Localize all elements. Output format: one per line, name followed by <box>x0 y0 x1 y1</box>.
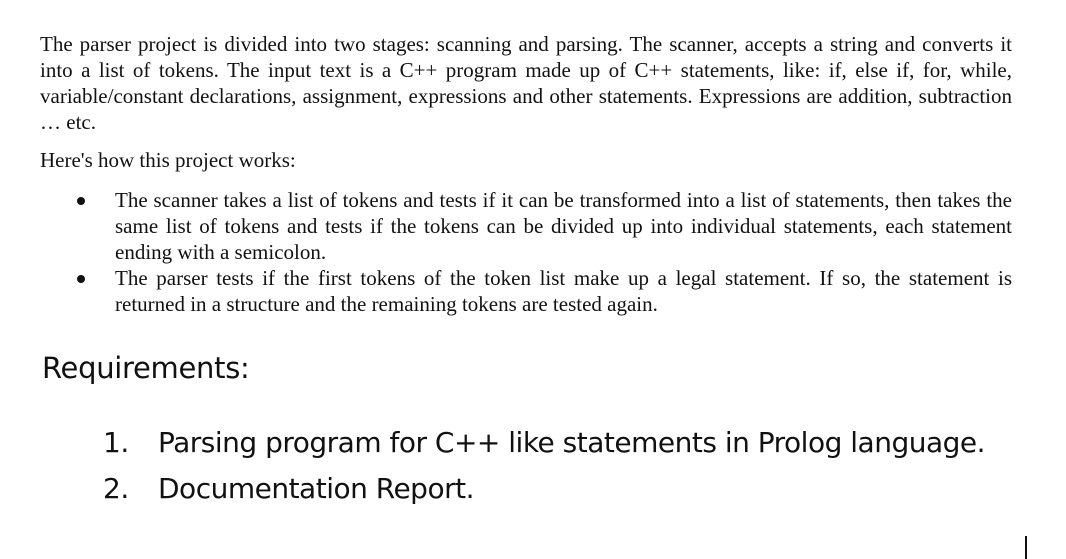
bullet-list <box>0 187 1066 317</box>
intro-paragraph: The parser project is divided into two stages: scanning and parsing. The scanner, accepts a string and converts it into a list of tokens. The input text is a C++ program made up of C++ statements, like: if, else if, for, while, variable/constant declarations, assignment, expressions and other statements. Expressions are addition, subtraction … etc. <box>40 32 1012 134</box>
requirements-heading: Requirements: <box>42 351 250 385</box>
bullet-item-parser <box>0 265 1066 317</box>
requirement-number: 2. <box>103 472 129 505</box>
requirement-item <box>0 466 1066 512</box>
requirement-text: Parsing program for C++ like statements in Prolog language. <box>158 426 986 459</box>
bullet-item-scanner <box>0 187 1066 265</box>
bullet-dot-icon <box>77 275 85 283</box>
requirement-item <box>0 420 1066 466</box>
bullet-text: The scanner takes a list of tokens and tests if it can be transformed into a list of statements, then takes the same list of tokens and tests if the tokens can be divided up into individual statements, each statement ending with a semicolon. <box>115 188 1012 264</box>
requirements-list <box>0 420 1066 512</box>
bullet-dot-icon <box>77 197 85 205</box>
text-cursor <box>1025 536 1027 559</box>
requirement-number: 1. <box>103 426 129 459</box>
requirement-text: Documentation Report. <box>158 472 474 505</box>
how-it-works-paragraph: Here's how this project works: <box>40 148 296 172</box>
bullet-text: The parser tests if the first tokens of the token list make up a legal statement. If so, the statement is returned in a structure and the remaining tokens are tested again. <box>115 266 1012 316</box>
